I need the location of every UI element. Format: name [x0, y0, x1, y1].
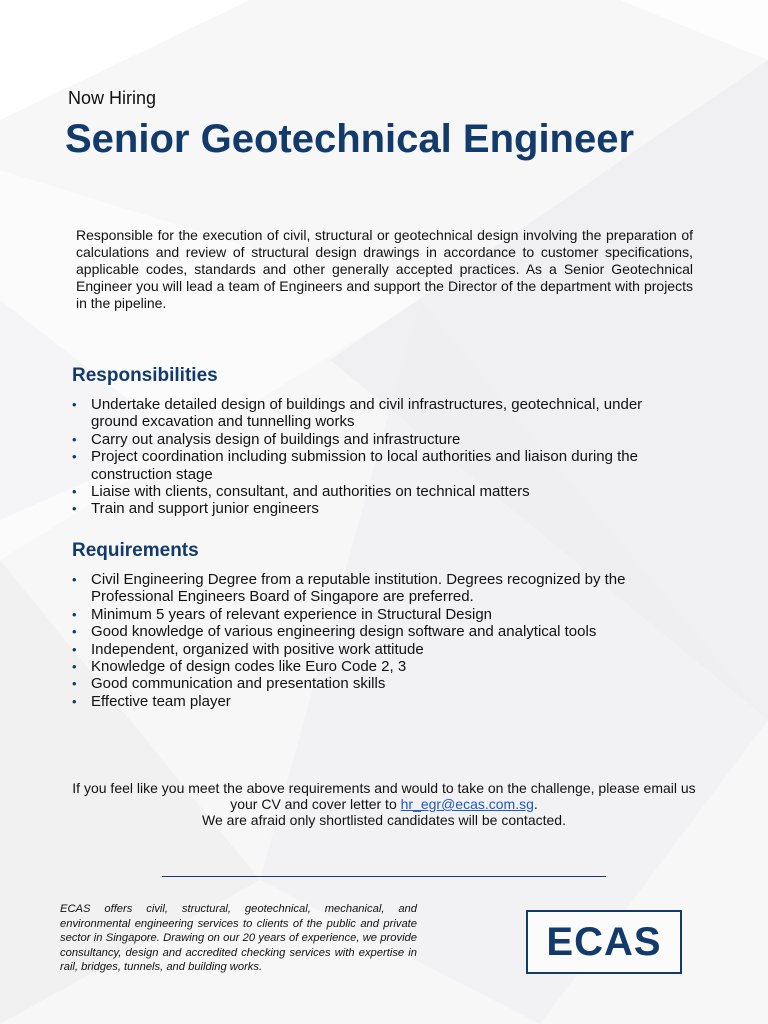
bullet-icon: •	[72, 693, 77, 709]
responsibilities-heading: Responsibilities	[72, 365, 218, 386]
shortlist-note: We are afraid only shortlisted candidates will be contacted.	[202, 812, 566, 828]
bullet-icon: •	[72, 624, 77, 640]
bullet-icon: •	[72, 641, 77, 657]
bullet-icon: •	[72, 676, 77, 692]
list-item: • Civil Engineering Degree from a reputable institution. Degrees recognized by the Professional Engineers Board of Singapore are preferred.	[72, 571, 626, 606]
ecas-logo	[526, 910, 682, 974]
contact-instructions	[70, 780, 698, 828]
requirements-heading: Requirements	[72, 540, 199, 561]
list-item: • Independent, organized with positive work attitude	[72, 640, 424, 658]
bullet-icon: •	[72, 397, 77, 412]
bullet-icon: •	[72, 606, 77, 622]
email-link[interactable]: hr_egr@ecas.com.sg	[400, 796, 534, 812]
list-item: • Knowledge of design codes like Euro Code 2, 3	[72, 658, 407, 676]
list-item: • Undertake detailed design of buildings and civil infrastructures, geotechnical, under ground excavation and tunnelling works	[72, 396, 643, 431]
bullet-icon: •	[72, 501, 77, 517]
list-item: • Liaise with clients, consultant, and authorities on technical matters	[72, 483, 530, 501]
bullet-icon: •	[72, 484, 77, 500]
job-summary: Responsible for the execution of civil, structural or geotechnical design involving the preparation of calculations and review of structural design drawings in accordance to customer specifications, applicable codes, standards and other generally accepted practices. As a Senior Geotechnical Engineer you will lead a team of Engineers and support the Director of the department with projects in the pipeline.	[76, 227, 693, 311]
eyebrow-label: Now Hiring	[68, 88, 157, 108]
job-title: Senior Geotechnical Engineer	[65, 117, 635, 161]
list-item: • Good knowledge of various engineering design software and analytical tools	[72, 623, 597, 641]
contact-text: If you feel like you meet the above requirements and would to take on the challenge, please email us your CV and cover letter to	[72, 780, 696, 812]
bullet-icon: •	[72, 659, 77, 675]
list-item: • Minimum 5 years of relevant experience in Structural Design	[72, 605, 493, 623]
bullet-icon: •	[72, 449, 77, 465]
responsibilities-list	[72, 396, 692, 518]
contact-text-end: .	[533, 796, 538, 812]
bullet-icon: •	[72, 431, 77, 447]
list-item: • Project coordination including submission to local authorities and liaison during the construction stage	[72, 448, 638, 483]
logo-text: ECAS	[546, 919, 662, 964]
list-item: • Effective team player	[72, 692, 231, 710]
list-item: • Carry out analysis design of buildings and infrastructure	[72, 430, 461, 448]
list-item: • Good communication and presentation skills	[72, 675, 386, 693]
company-about: ECAS offers civil, structural, geotechnical, mechanical, and environmental engineering services to clients of the public and private sector in Singapore. Drawing on our 20 years of experience, we provide consultancy, design and accredited checking services with expertise in rail, bridges, tunnels, and building works.	[60, 903, 417, 974]
bullet-icon: •	[72, 572, 77, 587]
list-item: • Train and support junior engineers	[72, 500, 319, 518]
divider	[162, 876, 606, 877]
requirements-list	[72, 571, 692, 710]
